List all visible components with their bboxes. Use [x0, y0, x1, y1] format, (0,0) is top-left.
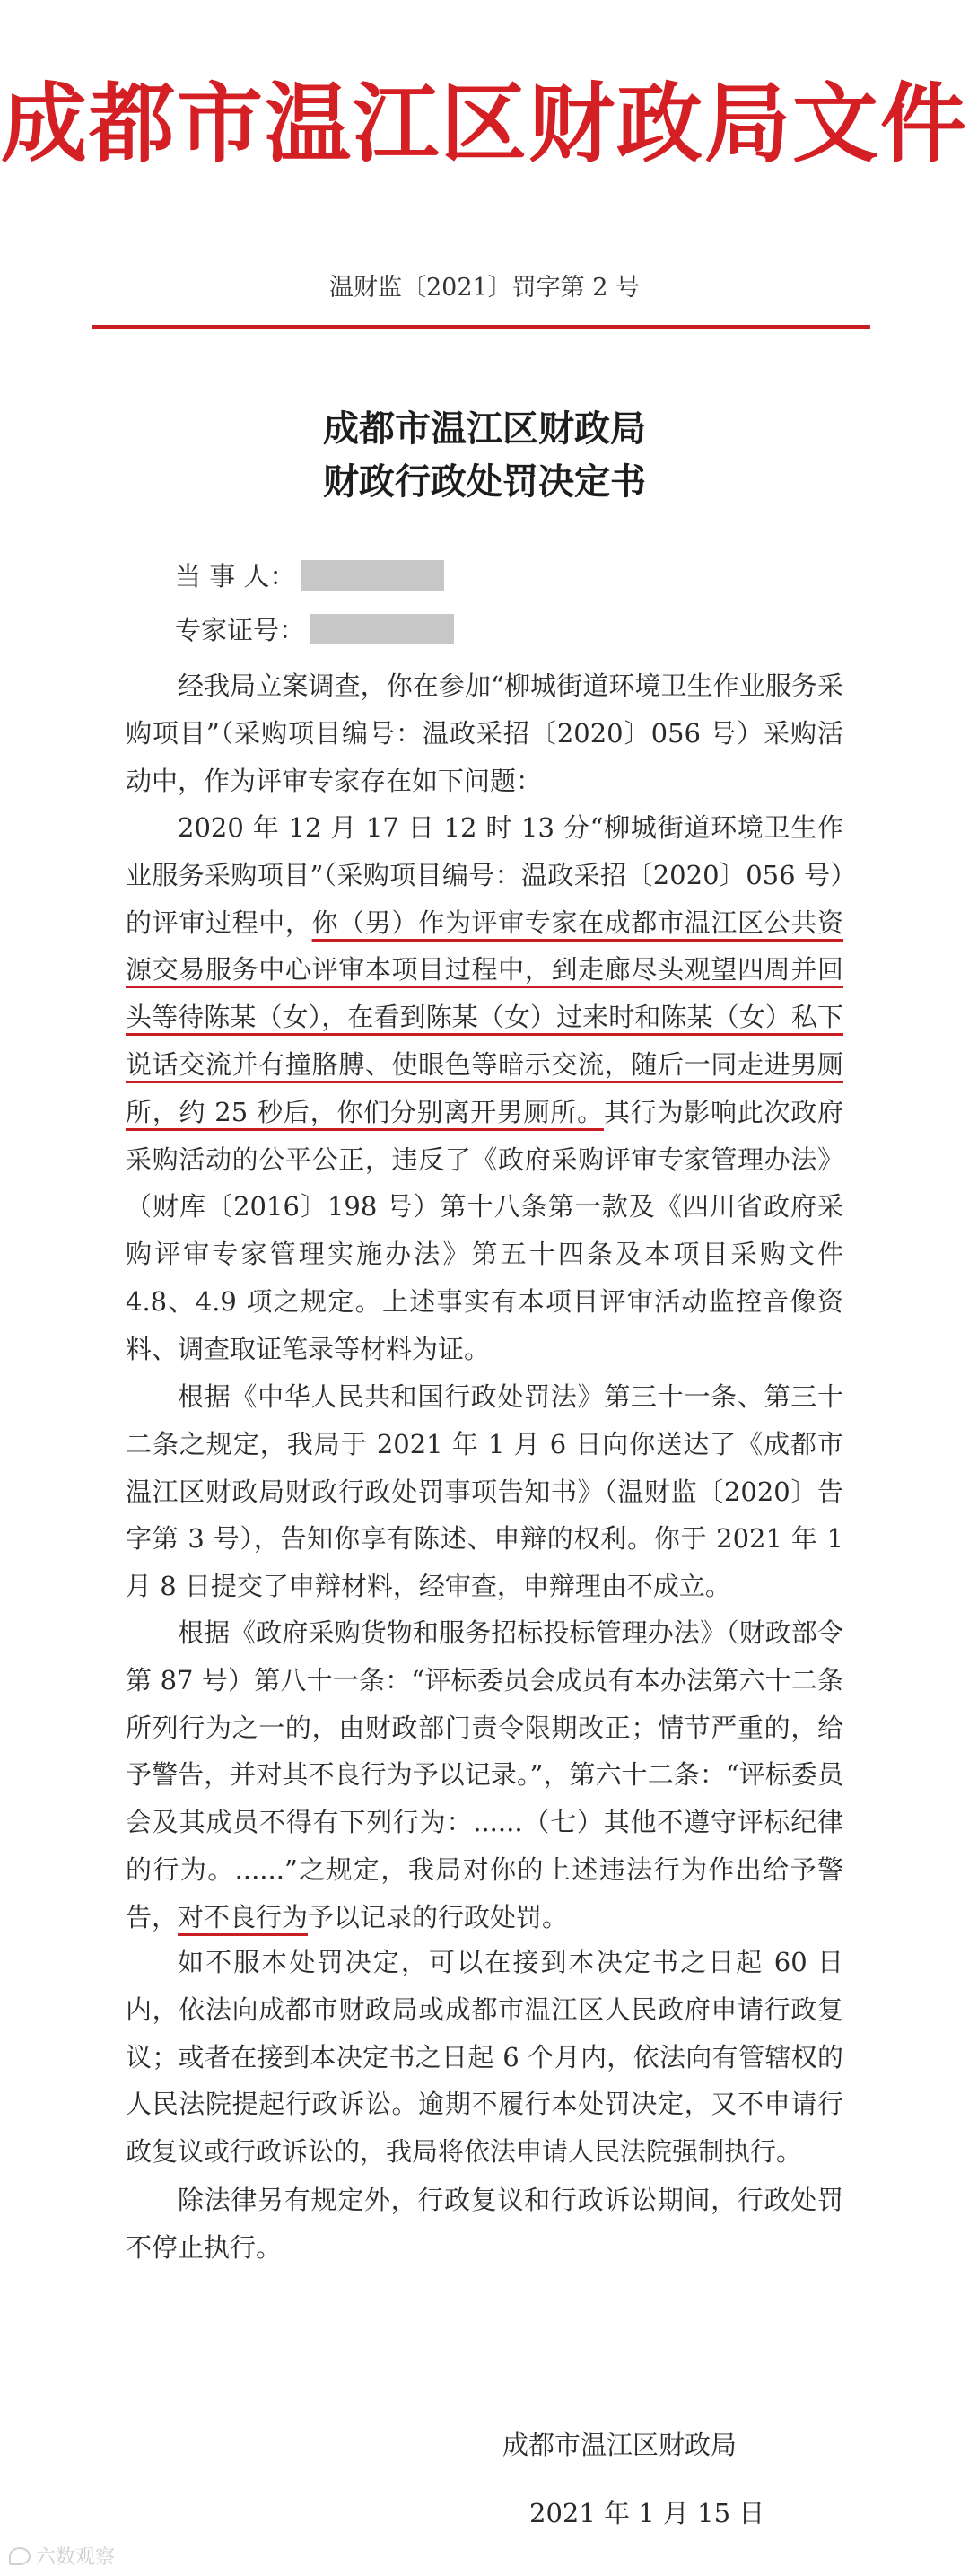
legal-basis-text-2	[126, 1609, 843, 1941]
legal-basis-text-1: 根据《中华人民共和国行政处罚法》第三十一条、第三十二条之规定，我局于 2021 年 1 月 6 日向你送达了《成都市温江区财政局财政行政处罚事项告知书》（温财监〔2020〕告字第 3 号），告知你享有陈述、申辩的权利。你于 2021 年 1 月 8 日提交了申辩材料，经审查，申辩理由不成立。	[126, 1381, 843, 1602]
facts-text-before: 2020 年 12 月 17 日 12 时 13 分“柳城街道环境卫生作业服务采购项目”（采购项目编号：温政采招〔2020〕056 号）的评审过程中，	[126, 812, 843, 938]
intro-text: 经我局立案调查，你在参加“柳城街道环境卫生作业服务采购项目”（采购项目编号：温政采招〔2020〕056 号）采购活动中，作为评审专家存在如下问题：	[126, 670, 843, 796]
watermark-icon	[9, 2547, 31, 2565]
letterhead-title: 成都市温江区财政局文件	[1, 73, 968, 174]
expert-id-field	[175, 610, 454, 647]
facts-paragraph	[126, 804, 843, 1373]
enforcement-paragraph	[126, 2177, 843, 2272]
watermark	[9, 2542, 115, 2570]
facts-text	[126, 804, 843, 1373]
decision-title-line1: 成都市温江区财政局	[323, 407, 646, 450]
appeal-paragraph	[126, 1939, 843, 2176]
legal-basis-text-2-before: 根据《政府采购货物和服务招标投标管理办法》（财政部令第 87 号）第八十一条：“评标委员会成员有本办法第六十二条所列行为之一的，由财政部门责令限期改正；情节严重的，给予警告，并对其不良行为予以记录。”，第六十二条：“评标委员会及其成员不得有下列行为：......（七）其他不遵守评标纪律的行为。......”之规定，我局对你的上述违法行为作出给予警告，	[126, 1617, 843, 1932]
legal-basis-text-2-after: 予以记录的行政处罚。	[308, 1901, 569, 1932]
facts-text-highlighted: 你（男）作为评审专家在成都市温江区公共资源交易服务中心评审本项目过程中，到走廊尽头观望四周并回头等待陈某（女），在看到陈某（女）过来时和陈某（女）私下说话交流并有撞胳膊、使眼色等暗示交流，随后一同走进男厕所，约 25 秒后，你们分别离开男厕所。	[126, 907, 843, 1127]
enforcement-text: 除法律另有规定外，行政复议和行政诉讼期间，行政处罚不停止执行。	[126, 2185, 843, 2263]
appeal-text: 如不服本处罚决定，可以在接到本决定书之日起 60 日内，依法向成都市财政局或成都市温江区人民政府申请行政复议；或者在接到本决定书之日起 6 个月内，依法向有管辖权的人民法院提起行政诉讼。逾期不履行本处罚决定，又不申请行政复议或行政诉讼的，我局将依法申请人民法院强制执行。	[126, 1947, 843, 2168]
party-label: 当 事 人：	[175, 561, 296, 591]
party-field	[175, 556, 444, 593]
signature-organization: 成都市温江区财政局	[502, 2430, 738, 2460]
signature-date: 2021 年 1 月 15 日	[529, 2498, 765, 2528]
party-redaction	[301, 560, 444, 591]
expert-id-redaction	[310, 614, 454, 644]
watermark-text: 六数观察	[36, 2546, 116, 2569]
letterhead-divider	[92, 325, 870, 329]
legal-basis-paragraph-2	[126, 1609, 843, 1941]
facts-text-after: 其行为影响此次政府采购活动的公平公正，违反了《政府采购评审专家管理办法》（财库〔2016〕198 号）第十八条第一款及《四川省政府采购评审专家管理实施办法》第五十四条及本项目采购文件 4.8、4.9 项之规定。上述事实有本项目评审活动监控音像资料、调查取证笔录等材料为证。	[126, 1096, 843, 1364]
legal-basis-paragraph-1	[126, 1373, 843, 1610]
legal-basis-text-2-highlighted: 对不良行为	[178, 1901, 309, 1932]
expert-id-label: 专家证号：	[175, 615, 306, 645]
document-number: 温财监〔2021〕罚字第 2 号	[328, 274, 641, 302]
decision-title-line2: 财政行政处罚决定书	[323, 460, 646, 503]
intro-paragraph	[126, 662, 843, 804]
